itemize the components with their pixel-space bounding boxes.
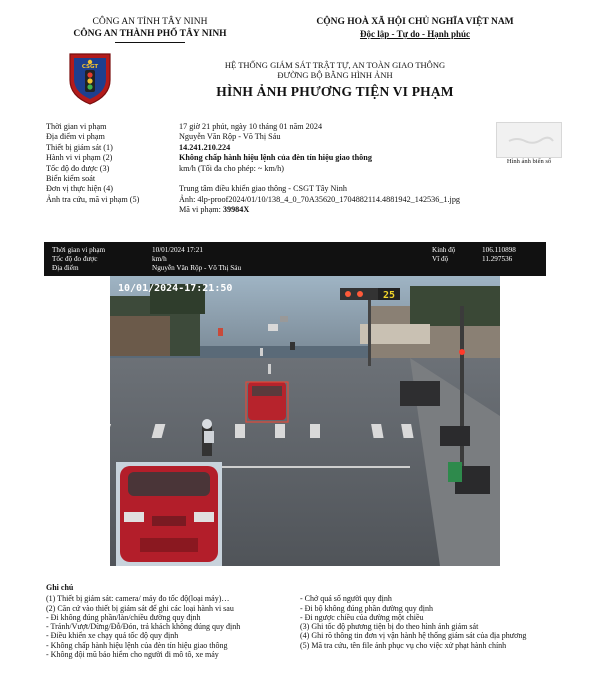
page-title: HÌNH ẢNH PHƯƠNG TIỆN VI PHẠM (216, 84, 454, 99)
signal-countdown: 25 (382, 290, 396, 301)
bar-place-value: Nguyễn Văn Rộp - Võ Thị Sáu (152, 264, 242, 272)
violation-photo (110, 276, 500, 566)
time-value: 17 giờ 21 phút, ngày 10 tháng 01 năm 2024 (179, 122, 323, 131)
bar-lon-value: 106.110898 (482, 246, 516, 254)
bar-lat-label: Vĩ độ (432, 255, 449, 263)
notes-title: Ghi chú (46, 583, 74, 592)
note-item: - Đi bộ không đúng phần đường quy định (300, 603, 434, 613)
info-row-time (46, 122, 526, 132)
bar-time-label: Thời gian vi phạm (52, 246, 106, 254)
note-item: (1) Thiết bị giám sát: camera/ máy đo tốc độ(loại máy)… (46, 594, 230, 604)
system-line1: HỆ THỐNG GIÁM SÁT TRẬT TỰ, AN TOÀN GIAO THÔNG (224, 60, 446, 70)
image-file: Ảnh: 4lp-proof2024/01/10/138_4_0_70A35620_1704882114.4881942_142536_1.jpg (179, 194, 461, 204)
notes-right-column (300, 594, 556, 659)
time-label: Thời gian vi phạm (46, 122, 107, 131)
info-row-violation (46, 153, 526, 163)
street-scene-image (110, 276, 500, 566)
photo-timestamp: 10/01/2024-17:21:50 (118, 283, 233, 294)
agency-header (60, 16, 240, 43)
note-item: - Điều khiển xe chạy quá tốc độ quy định (46, 631, 179, 641)
code-prefix: Mã vi phạm: (179, 205, 223, 215)
image-label: Ảnh tra cứu, mã vi phạm (5) (46, 194, 140, 204)
violation-info (46, 122, 526, 216)
agency-city: CÔNG AN THÀNH PHỐ TÂY NINH (73, 29, 227, 39)
plate-thumbnail-image (497, 123, 561, 157)
bar-lat-value: 11.297536 (482, 255, 513, 263)
notes-columns (46, 594, 556, 659)
note-item: - Đi ngược chiều của đường một chiều (300, 612, 424, 622)
unit-value: Trung tâm điều khiển giao thông - CSGT Tây Ninh (179, 184, 347, 194)
bar-speed-value: km/h (152, 255, 167, 263)
info-row-code (46, 205, 526, 215)
plate-label: Biển kiểm soát (46, 173, 96, 183)
bar-speed-label: Tốc độ đo được (52, 255, 98, 263)
notes-left-column (46, 594, 300, 659)
violation-code (179, 205, 526, 215)
note-item: (2) Căn cứ vào thiết bị giám sát để ghi các loại hành vi sau (46, 603, 234, 613)
info-row-plate (46, 174, 526, 184)
unit-label: Đơn vị thực hiện (4) (46, 184, 113, 194)
violation-value: Không chấp hành hiệu lệnh của đèn tín hiệu giao thông (179, 153, 372, 163)
note-item: - Chở quá số người quy định (300, 594, 392, 604)
capture-info-bar (44, 242, 546, 276)
place-label: Địa điểm vi phạm (46, 132, 105, 142)
bar-place-label: Địa điểm (52, 264, 79, 272)
national-header (300, 16, 530, 40)
plate-thumbnail-caption: Hình ảnh biển số (506, 158, 552, 165)
notes-section (46, 583, 556, 659)
note-item: - Không chấp hành hiệu lệnh của đèn tín hiệu giao thông (46, 640, 228, 650)
plate-thumbnail (496, 122, 562, 158)
note-item: - Không đội mũ bảo hiểm cho người đi mô tô, xe máy (46, 650, 219, 660)
info-row-image (46, 195, 526, 205)
code-value: 39984X (222, 205, 250, 215)
note-item: - Tránh/Vượt/Dừng/Đỗ/Đón, trả khách không đúng quy định (46, 622, 241, 632)
csgt-emblem-icon (66, 50, 114, 106)
country-name: CỘNG HOÀ XÃ HỘI CHỦ NGHĨA VIỆT NAM (316, 17, 514, 27)
agency-province: CÔNG AN TỈNH TÂY NINH (92, 17, 208, 27)
info-row-place (46, 132, 526, 142)
speed-value: km/h (Tối đa cho phép: ~ km/h) (179, 163, 284, 173)
violation-label: Hành vi vi phạm (2) (46, 153, 113, 163)
note-item: (4) Ghi rõ thông tin đơn vị vận hành hệ thống giám sát của địa phương (300, 631, 527, 641)
place-value: Nguyễn Văn Rộp - Võ Thị Sáu (179, 132, 281, 142)
plate-value (179, 174, 526, 184)
emblem-text: CSGT (81, 64, 99, 70)
agency-underline (115, 42, 185, 43)
bar-time-value: 10/01/2024 17:21 (152, 246, 203, 254)
system-heading (140, 60, 530, 100)
note-item: (5) Mã tra cứu, tên file ảnh phục vụ cho việc xử phạt hành chính (300, 640, 507, 650)
device-label: Thiết bị giám sát (1) (46, 142, 113, 152)
device-value: 14.241.210.224 (179, 142, 231, 152)
speed-label: Tốc độ đo được (3) (46, 163, 110, 173)
note-item: (3) Ghi tốc độ phương tiện bị đo theo hình ảnh giám sát (300, 622, 479, 632)
bar-lon-label: Kinh độ (432, 246, 456, 254)
note-item: - Đi không đúng phần/làn/chiều đường quy định (46, 612, 201, 622)
info-row-unit (46, 184, 526, 194)
national-motto: Độc lập - Tự do - Hạnh phúc (359, 29, 470, 39)
system-line2: ĐƯỜNG BỘ BẰNG HÌNH ẢNH (277, 70, 393, 80)
info-row-speed (46, 164, 526, 174)
info-row-device (46, 143, 526, 153)
